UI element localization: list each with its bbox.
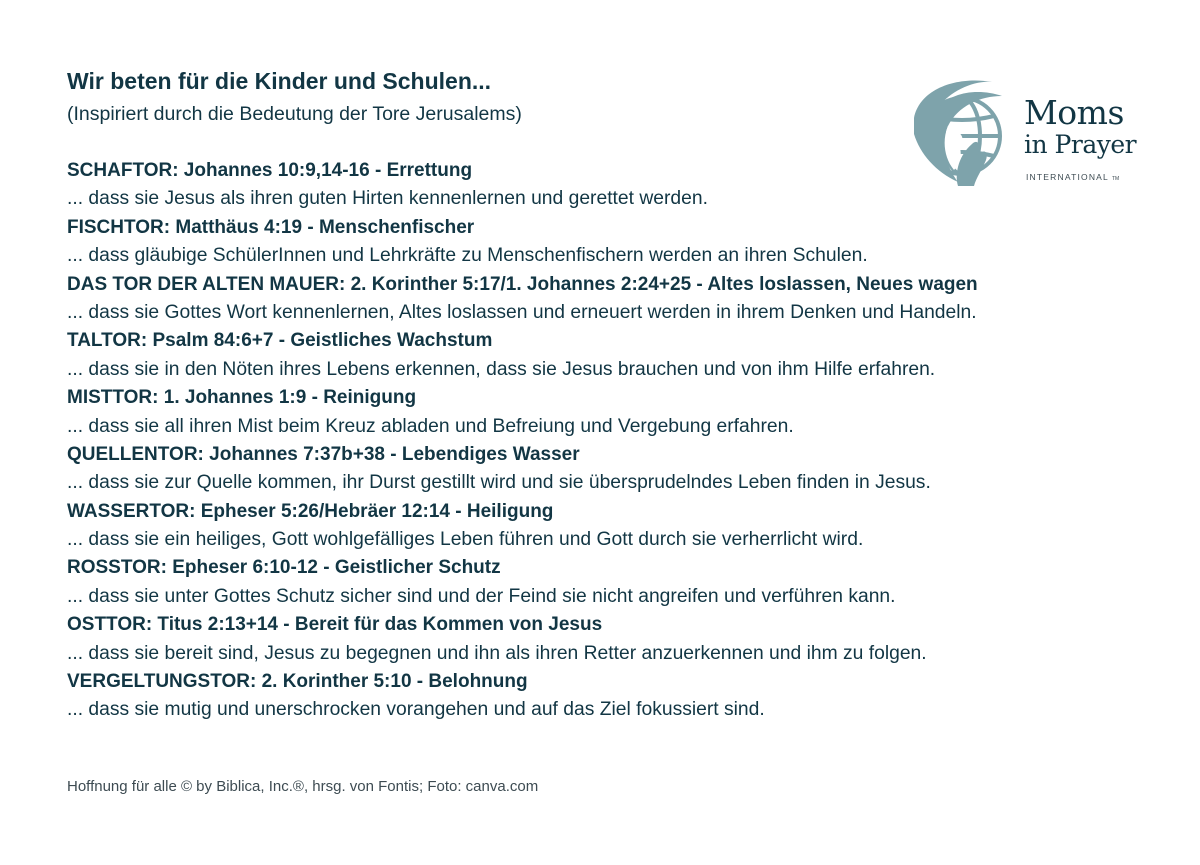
gate-prayer-text: ... dass sie zur Quelle kommen, ihr Durst gestillt wird und sie übersprudelndes Leben finden in Jesus. xyxy=(67,472,931,494)
gate-prayer-text: ... dass sie bereit sind, Jesus zu begegnen und ihn als ihren Retter anzuerkennen und ihm zu folgen. xyxy=(67,642,927,664)
gate-list xyxy=(67,157,1177,725)
logo-international-text: INTERNATIONAL xyxy=(1026,172,1109,182)
gate-prayer-text: ... dass sie unter Gottes Schutz sicher sind und der Feind sie nicht angreifen und verführen kann. xyxy=(67,585,896,607)
gate-prayer-text: ... dass sie Gottes Wort kennenlernen, Altes loslassen und erneuert werden in ihrem Denken und Handeln. xyxy=(67,301,977,323)
gate-heading: FISCHTOR: Matthäus 4:19 - Menschenfischer xyxy=(67,216,475,238)
gate-heading: MISTTOR: 1. Johannes 1:9 - Reinigung xyxy=(67,387,417,409)
gate-heading: OSTTOR: Titus 2:13+14 - Bereit für das Kommen von Jesus xyxy=(67,614,603,636)
logo-wordmark-moms: Moms xyxy=(1024,93,1124,132)
gate-entry xyxy=(67,214,1177,271)
gate-entry xyxy=(67,271,1177,328)
gate-entry xyxy=(67,441,1177,498)
gate-prayer-text: ... dass sie in den Nöten ihres Lebens erkennen, dass sie Jesus brauchen und von ihm Hilfe erfahren. xyxy=(67,358,936,380)
gate-prayer-text: ... dass sie ein heiliges, Gott wohlgefälliges Leben führen und Gott durch sie verherrlicht wird. xyxy=(67,529,864,551)
gate-entry xyxy=(67,157,1177,214)
gate-heading: TALTOR: Psalm 84:6+7 - Geistliches Wachstum xyxy=(67,330,493,352)
gate-heading: ROSSTOR: Epheser 6:10-12 - Geistlicher Schutz xyxy=(67,557,501,579)
page-subtitle: (Inspiriert durch die Bedeutung der Tore Jerusalems) xyxy=(67,103,522,125)
footer-credits: Hoffnung für alle © by Biblica, Inc.®, hrsg. von Fontis; Foto: canva.com xyxy=(67,778,539,795)
gate-entry xyxy=(67,384,1177,441)
gate-entry xyxy=(67,327,1177,384)
gate-prayer-text: ... dass gläubige SchülerInnen und Lehrkräfte zu Menschenfischern werden an ihren Schulen. xyxy=(67,245,868,267)
gate-entry xyxy=(67,498,1177,555)
gate-heading: DAS TOR DER ALTEN MAUER: 2. Korinther 5:17/1. Johannes 2:24+25 - Altes loslassen, Neues wagen xyxy=(67,273,978,295)
logo-wordmark-in-prayer: in Prayer xyxy=(1024,130,1137,159)
gate-entry xyxy=(67,554,1177,611)
gate-entry xyxy=(67,611,1177,668)
gate-heading: WASSERTOR: Epheser 5:26/Hebräer 12:14 - Heiligung xyxy=(67,500,554,522)
gate-heading: QUELLENTOR: Johannes 7:37b+38 - Lebendiges Wasser xyxy=(67,443,580,465)
logo-tm-mark: TM xyxy=(1111,176,1120,182)
gate-entry xyxy=(67,668,1177,725)
page-title: Wir beten für die Kinder und Schulen... xyxy=(67,68,492,94)
gate-heading: VERGELTUNGSTOR: 2. Korinther 5:10 - Belohnung xyxy=(67,671,528,693)
gate-heading: SCHAFTOR: Johannes 10:9,14-16 - Errettung xyxy=(67,160,473,181)
gate-prayer-text: ... dass sie all ihren Mist beim Kreuz abladen und Befreiung und Vergebung erfahren. xyxy=(67,415,794,437)
gate-prayer-text: ... dass sie mutig und unerschrocken vorangehen und auf das Ziel fokussiert sind. xyxy=(67,699,765,721)
gate-prayer-text: ... dass sie Jesus als ihren guten Hirten kennenlernen und gerettet werden. xyxy=(67,188,708,210)
